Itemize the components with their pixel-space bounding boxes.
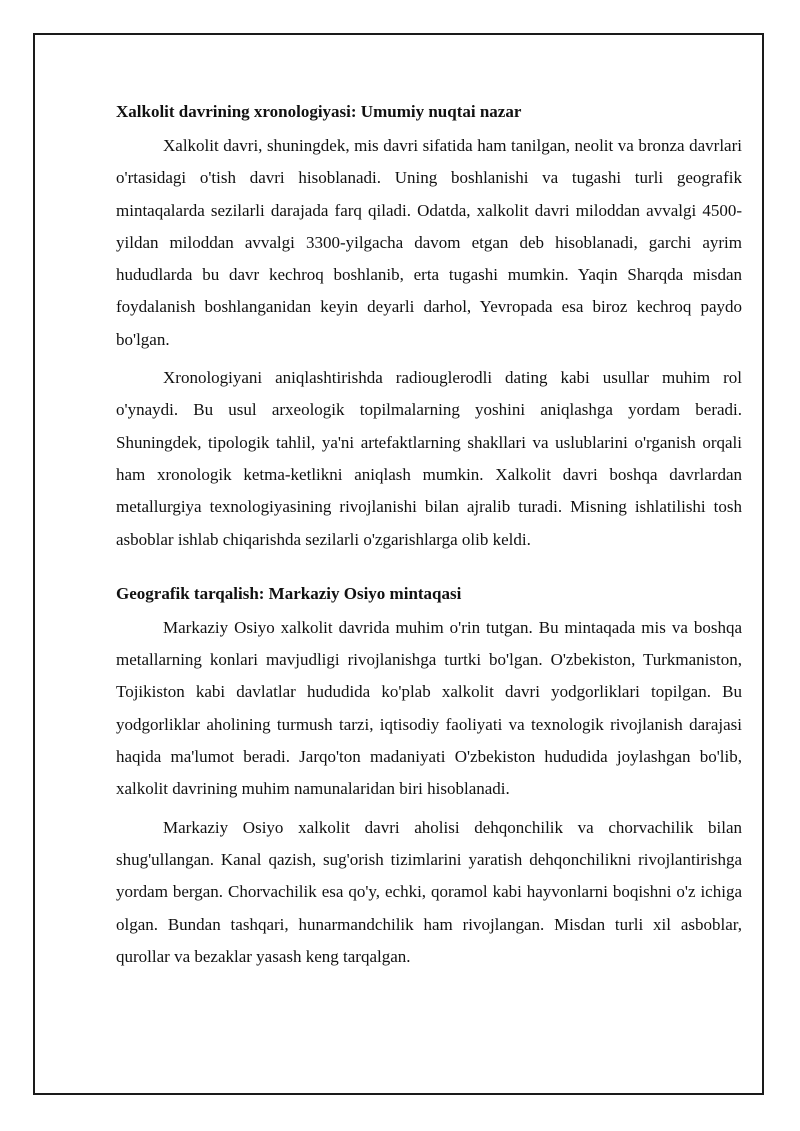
section-heading-geography: Geografik tarqalish: Markaziy Osiyo mintaqasi <box>116 583 462 603</box>
paragraph: Xronologiyani aniqlashtirishda radiouglerodli dating kabi usullar muhim rol o'ynaydi. Bu usul arxeologik topilmalarning yoshini aniqlashga yordam beradi. Shuningdek, tipologik tahlil, ya'ni artefaktlarning shakllari va uslublarini o'rganish orqali ham xronologik ketma-ketlikni aniqlash mumkin. Xalkolit davri boshqa davrlardan metallurgiya texnologiyasining rivojlanishi bilan ajralib turadi. Misning ishlatilishi tosh asboblar ishlab chiqarishda sezilarli o'zgarishlarga olib keldi. <box>116 368 742 549</box>
document-body <box>116 96 742 973</box>
paragraph: Markaziy Osiyo xalkolit davrida muhim o'rin tutgan. Bu mintaqada mis va boshqa metallarning konlari mavjudligi rivojlanishga turtki bo'lgan. O'zbekiston, Turkmaniston, Tojikiston kabi davlatlar hududida ko'plab xalkolit davri yodgorliklari topilgan. Bu yodgorliklar aholining turmush tarzi, iqtisodiy faoliyati va texnologik rivojlanish darajasi haqida ma'lumot beradi. Jarqo'ton madaniyati O'zbekiston hududida joylashgan bo'lib, xalkolit davrining muhim namunalaridan biri hisoblanadi. <box>116 617 742 799</box>
paragraph: Xalkolit davri, shuningdek, mis davri sifatida ham tanilgan, neolit va bronza davrlari o'rtasidagi o'tish davri hisoblanadi. Uning boshlanishi va tugashi turli geografik mintaqalarda sezilarli darajada farq qiladi. Odatda, xalkolit davri miloddan avvalgi 4500-yildan miloddan avvalgi 3300-yilgacha davom etgan deb hisoblanadi, garchi ayrim hududlarda bu davr kechroq boshlanib, erta tugashi mumkin. Yaqin Sharqda misdan foydalanish boshlanganidan keyin deyarli darhol, Yevropada esa biroz kechroq paydo bo'lgan. <box>116 136 742 349</box>
paragraph: Markaziy Osiyo xalkolit davri aholisi dehqonchilik va chorvachilik bilan shug'ullangan. Kanal qazish, sug'orish tizimlarini yaratish dehqonchilikni rivojlantirishga yordam bergan. Chorvachilik esa qo'y, echki, qoramol kabi hayvonlarni boqishni o'z ichiga olgan. Bundan tashqari, hunarmandchilik ham rivojlangan. Misdan turli xil asboblar, qurollar va bezaklar yasash keng tarqalgan. <box>116 817 742 966</box>
section-heading-chronology: Xalkolit davrining xronologiyasi: Umumiy nuqtai nazar <box>116 102 522 121</box>
